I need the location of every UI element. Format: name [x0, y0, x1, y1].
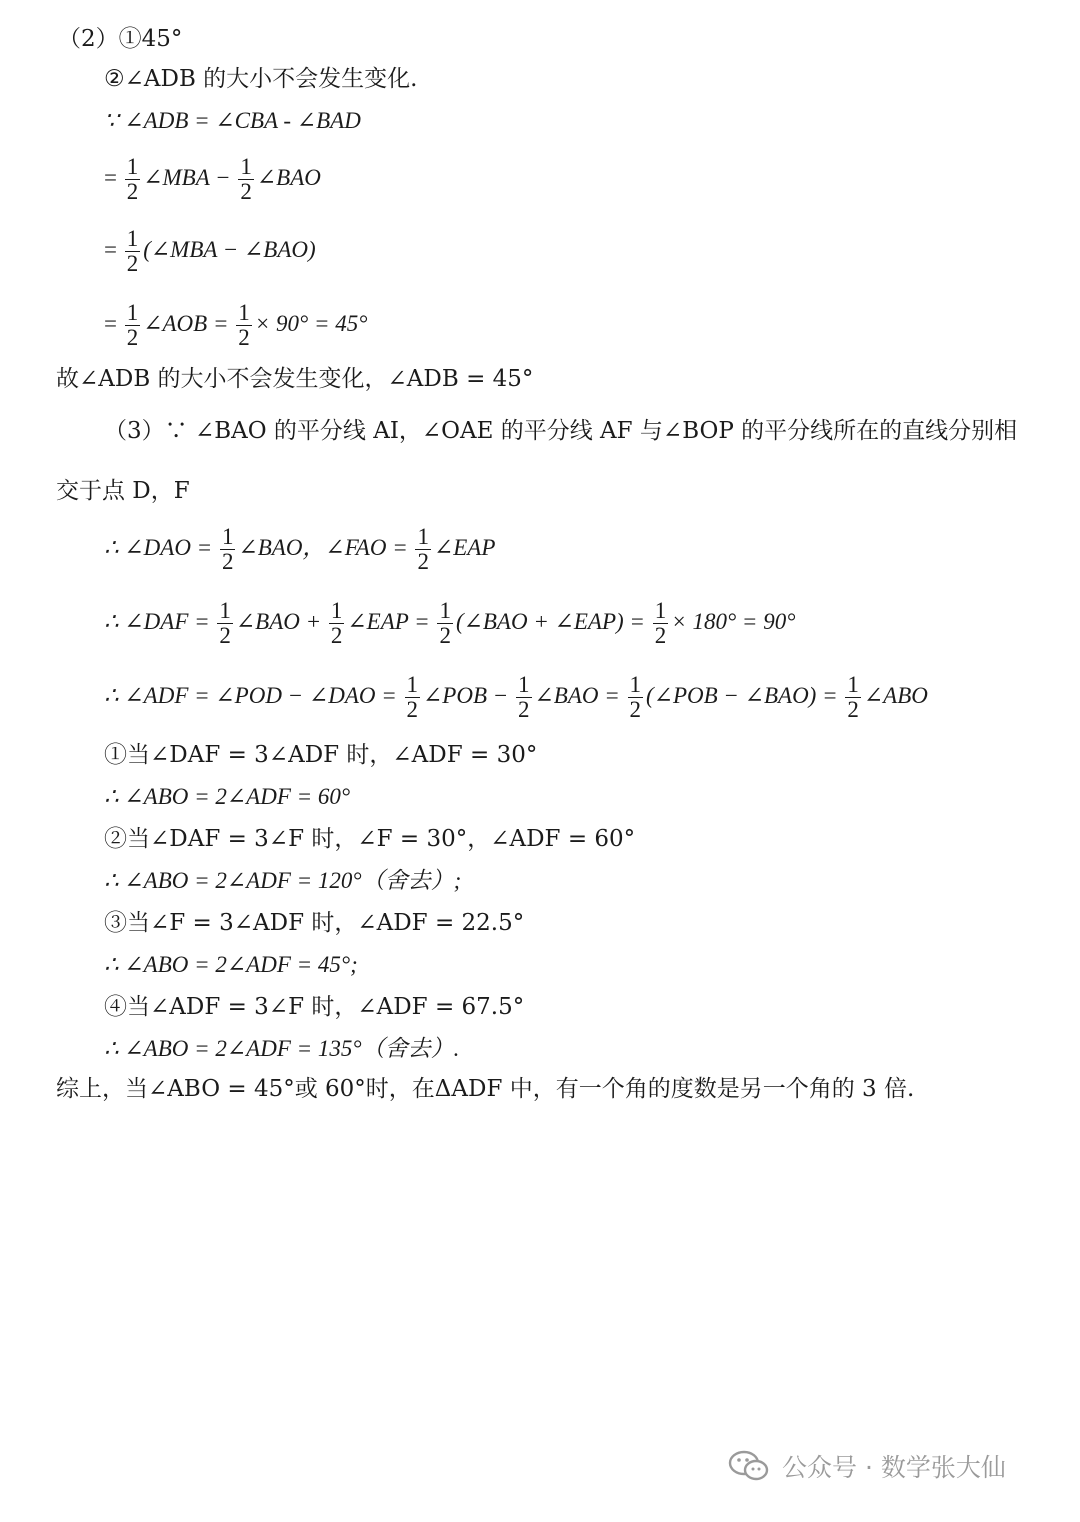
fraction-half: $\frac{1}{2}$	[629, 672, 642, 723]
part2-step3: = $\frac{1}{2}$ (∠MBA − ∠BAO)	[104, 226, 316, 277]
case1-result: ∴ ∠ABO = 2∠ADF = 60°	[104, 784, 351, 809]
wechat-icon	[728, 1449, 770, 1483]
fraction-half: $\frac{1}{2}$	[417, 524, 429, 575]
part2-heading: （2）①45°	[58, 26, 183, 52]
fraction-half: $\frac{1}{2}$	[847, 672, 859, 723]
case1: ①当∠DAF = 3∠ADF 时，∠ADF = 30°	[104, 742, 538, 768]
fraction-half: $\frac{1}{2}$	[330, 598, 343, 649]
fraction-half: $\frac{1}{2}$	[654, 598, 667, 649]
part2-step4: = $\frac{1}{2}$ ∠AOB = $\frac{1}{2}$ × 90° = 45°	[104, 300, 368, 351]
fraction-half: $\frac{1}{2}$	[126, 226, 139, 277]
watermark	[728, 1446, 1006, 1486]
part2-step2: = $\frac{1}{2}$ ∠MBA − $\frac{1}{2}$ ∠BAO	[104, 154, 321, 205]
fraction-half: $\frac{1}{2}$	[240, 154, 252, 205]
part2-conclusion: 故∠ADB 的大小不会发生变化，∠ADB = 45°	[56, 366, 534, 392]
watermark-text: 公众号 · 数学张大仙	[782, 1453, 1006, 1482]
case4-result: ∴ ∠ABO = 2∠ADF = 135°（舍去）.	[104, 1036, 460, 1061]
fraction-half: $\frac{1}{2}$	[439, 598, 451, 649]
fraction-half: $\frac{1}{2}$	[126, 300, 139, 351]
part3-intro-line1: （3）∵ ∠BAO 的平分线 AI，∠OAE 的平分线 AF 与∠BOP 的平分线所在的直线分别相	[104, 418, 1018, 444]
case3: ③当∠F = 3∠ADF 时，∠ADF = 22.5°	[104, 910, 525, 936]
fraction-half: $\frac{1}{2}$	[219, 598, 231, 649]
part3-line3: ∴ ∠ADF = ∠POD − ∠DAO = $\frac{1}{2}$ ∠POB − $\frac{1}{2}$ ∠BAO = $\frac{1}{2}$ (∠POB − ∠BAO) = $\frac{1}{2}$ ∠ABO	[104, 672, 928, 723]
case2: ②当∠DAF = 3∠F 时，∠F = 30°，∠ADF = 60°	[104, 826, 636, 852]
part2-claim: ②∠ADB 的大小不会发生变化.	[104, 66, 418, 92]
fraction-half: $\frac{1}{2}$	[221, 524, 234, 575]
fraction-half: $\frac{1}{2}$	[406, 672, 419, 723]
case3-result: ∴ ∠ABO = 2∠ADF = 45°;	[104, 952, 358, 977]
fraction-half: $\frac{1}{2}$	[518, 672, 530, 723]
part3-intro-line2: 交于点 D，F	[56, 478, 190, 504]
fraction-half: $\frac{1}{2}$	[238, 300, 250, 351]
part2-step1: ∵ ∠ADB = ∠CBA - ∠BAD	[104, 108, 361, 133]
part3-line2: ∴ ∠DAF = $\frac{1}{2}$ ∠BAO + $\frac{1}{2}$ ∠EAP = $\frac{1}{2}$ (∠BAO + ∠EAP) = $\frac{1}{2}$ × 180° = 90°	[104, 598, 796, 649]
part3-line1: ∴ ∠DAO = $\frac{1}{2}$ ∠BAO，∠FAO = $\frac{1}{2}$ ∠EAP	[104, 524, 496, 575]
case4: ④当∠ADF = 3∠F 时，∠ADF = 67.5°	[104, 994, 525, 1020]
case2-result: ∴ ∠ABO = 2∠ADF = 120°（舍去）;	[104, 868, 462, 893]
summary: 综上，当∠ABO = 45°或 60°时，在ΔADF 中，有一个角的度数是另一个角的 3 倍.	[56, 1076, 915, 1102]
fraction-half: $\frac{1}{2}$	[126, 154, 139, 205]
